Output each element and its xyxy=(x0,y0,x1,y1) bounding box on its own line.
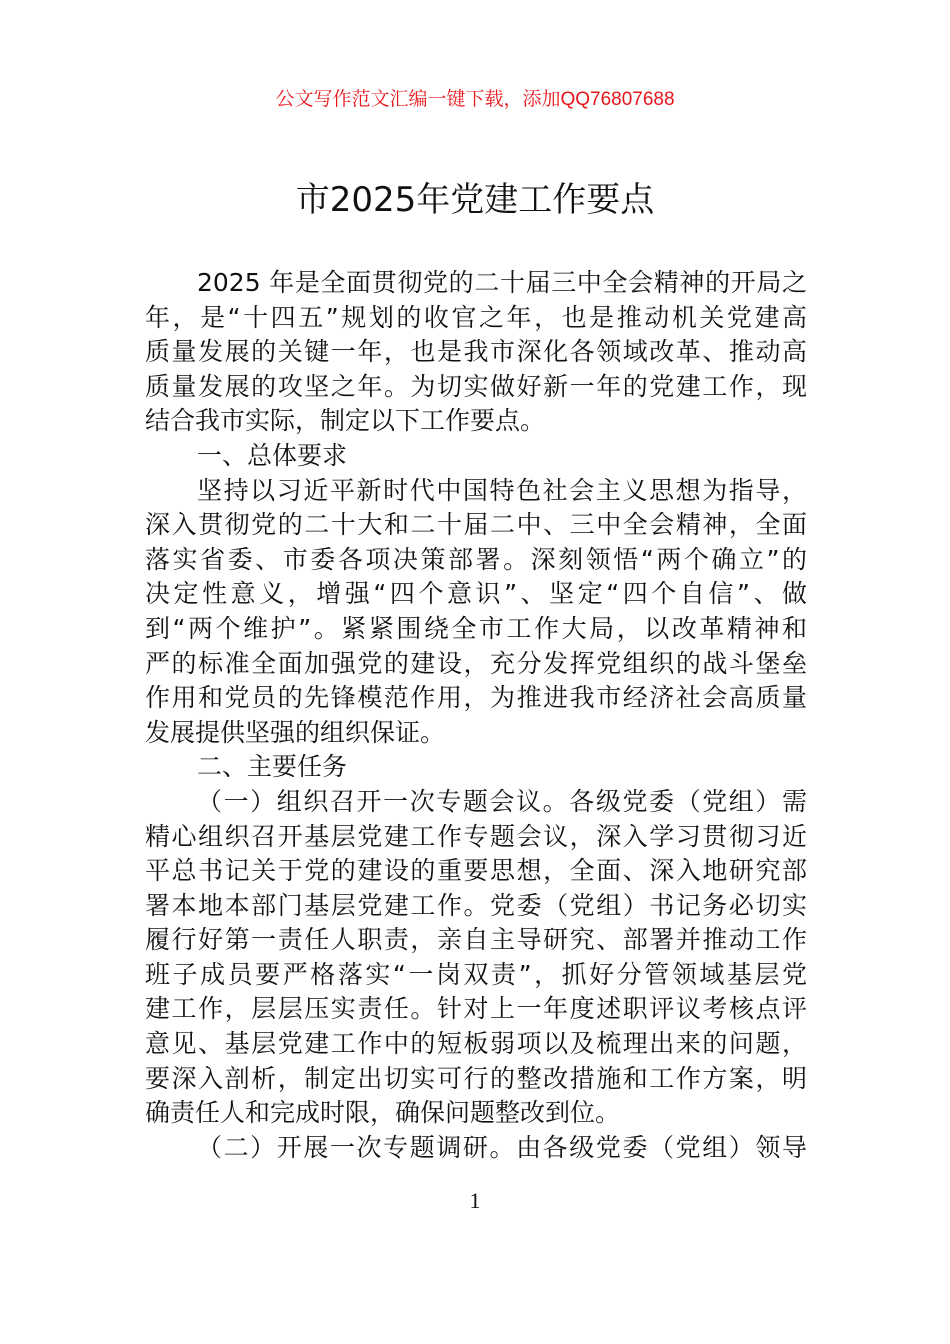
paragraph-line: （一）组织召开一次专题会议。各级党委（党组）需 xyxy=(197,786,807,816)
paragraph-line: 班子成员要严格落实“一岗双责”，抓好分管领域基层党 xyxy=(145,959,807,989)
paragraph-line: 到“两个维护”。紧紧围绕全市工作大局，以改革精神和 xyxy=(145,613,807,643)
paragraph-line: 2025 年是全面贯彻党的二十届三中全会精神的开局之 xyxy=(197,268,807,297)
paragraph-line: 坚持以习近平新时代中国特色社会主义思想为指导， xyxy=(197,475,807,505)
section-heading: 一、总体要求 xyxy=(197,440,348,470)
paragraph-line: 落实省委、市委各项决策部署。深刻领悟“两个确立”的 xyxy=(145,544,807,574)
paragraph-line: 履行好第一责任人职责，亲自主导研究、部署并推动工作 xyxy=(145,925,807,955)
paragraph-line: 质量发展的攻坚之年。为切实做好新一年的党建工作，现 xyxy=(145,371,807,401)
document-body xyxy=(145,266,807,1165)
paragraph-line: 精心组织召开基层党建工作专题会议，深入学习贯彻习近 xyxy=(145,821,807,851)
section-heading: 二、主要任务 xyxy=(197,752,348,782)
paragraph-line: 发展提供坚强的组织保证。 xyxy=(145,717,446,747)
paragraph-line: 署本地本部门基层党建工作。党委（党组）书记务必切实 xyxy=(145,890,807,920)
paragraph-line: 严的标准全面加强党的建设，充分发挥党组织的战斗堡垒 xyxy=(145,648,807,678)
paragraph-line: 要深入剖析，制定出切实可行的整改措施和工作方案，明 xyxy=(145,1063,807,1093)
download-banner: 公文写作范文汇编一键下载，添加QQ76807688 xyxy=(275,89,675,110)
page-number: 1 xyxy=(469,1188,481,1213)
paragraph-line: 平总书记关于党的建设的重要思想，全面、深入地研究部 xyxy=(145,856,807,886)
paragraph-line: 建工作，层层压实责任。针对上一年度述职评议考核点评 xyxy=(145,994,807,1024)
paragraph-line: 意见、基层党建工作中的短板弱项以及梳理出来的问题， xyxy=(145,1029,807,1059)
paragraph-line: 作用和党员的先锋模范作用，为推进我市经济社会高质量 xyxy=(145,683,807,713)
paragraph-line: 质量发展的关键一年，也是我市深化各领域改革、推动高 xyxy=(145,337,807,367)
paragraph-line: 确责任人和完成时限，确保问题整改到位。 xyxy=(145,1098,621,1128)
paragraph-line: 深入贯彻党的二十大和二十届二中、三中全会精神，全面 xyxy=(145,510,807,540)
paragraph-line: 决定性意义，增强“四个意识”、坚定“四个自信”、做 xyxy=(145,579,807,609)
paragraph-line: （二）开展一次专题调研。由各级党委（党组）领导 xyxy=(197,1132,807,1162)
paragraph-line: 年，是“十四五”规划的收官之年，也是推动机关党建高 xyxy=(145,302,807,332)
paragraph-line: 结合我市实际，制定以下工作要点。 xyxy=(145,406,546,436)
document-title: 市2025年党建工作要点 xyxy=(295,180,655,220)
